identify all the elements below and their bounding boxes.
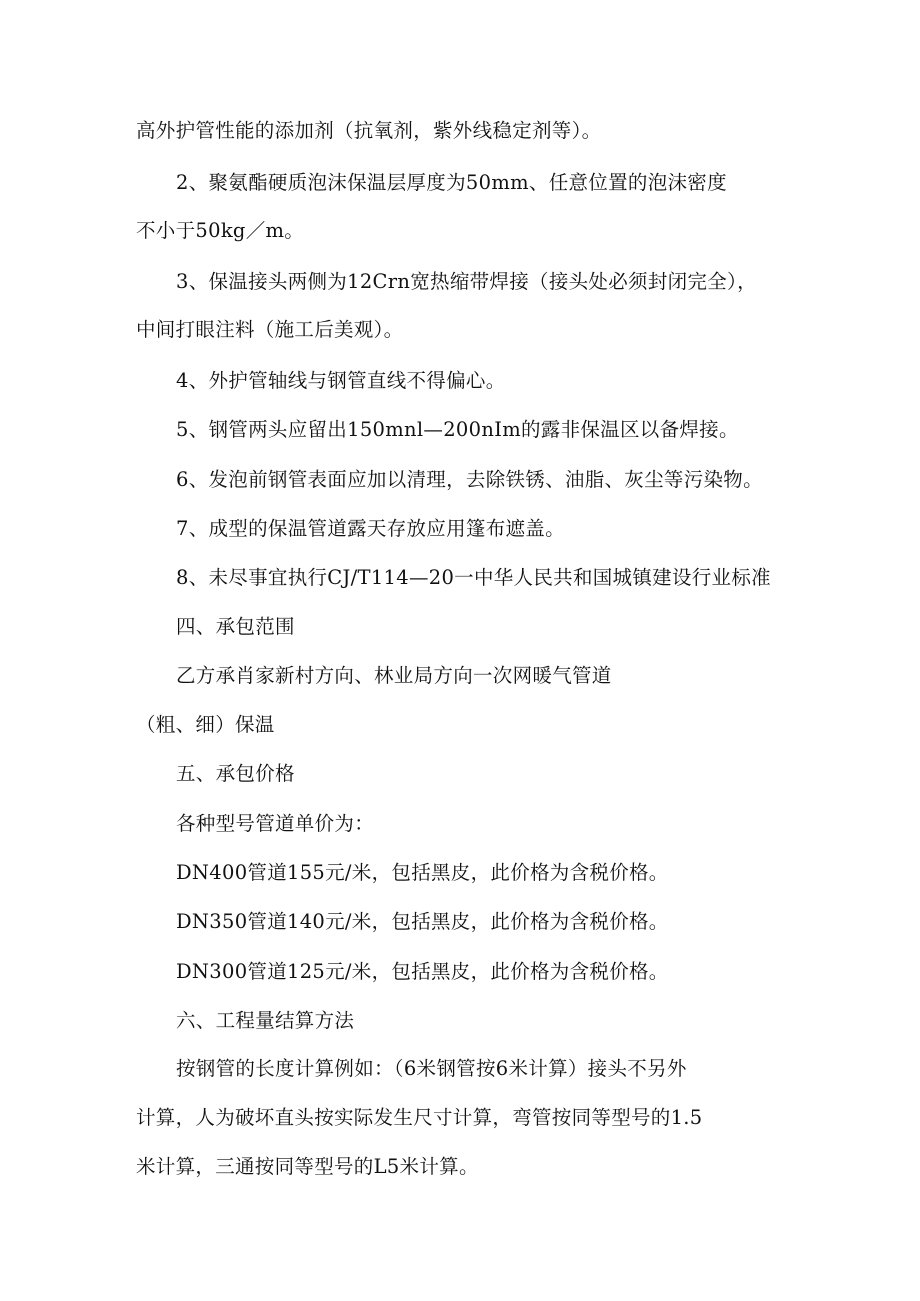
clause-3-line-1: 3、保温接头两侧为12Crn宽热缩带焊接（接头处必须封闭完全）， <box>176 270 757 293</box>
settlement-line-2: 计算，人为破坏直头按实际发生尺寸计算，弯管按同等型号的1.5 <box>136 1106 703 1129</box>
section-heading-scope: 四、承包范围 <box>176 615 295 638</box>
scope-line-2: （粗、细）保温 <box>136 713 275 736</box>
price-dn300: DN300管道125元/米，包括黑皮，此价格为含税价格。 <box>176 960 669 983</box>
clause-5: 5、钢管两头应留出150mnl—200nIm的露非保温区以备焊接。 <box>176 418 739 441</box>
clause-8: 8、未尽事宜执行CJ/T114—20一中华人民共和国城镇建设行业标准 <box>176 566 771 589</box>
settlement-line-3: 米计算，三通按同等型号的L5米计算。 <box>136 1155 479 1178</box>
scope-line-1: 乙方承肖家新村方向、林业局方向一次网暖气管道 <box>176 664 612 687</box>
price-dn350: DN350管道140元/米，包括黑皮，此价格为含税价格。 <box>176 910 669 933</box>
settlement-line-1: 按钢管的长度计算例如：（6米钢管按6米计算）接头不另外 <box>176 1057 687 1080</box>
section-heading-settlement: 六、工程量结算方法 <box>176 1009 355 1032</box>
section-heading-price: 五、承包价格 <box>176 762 295 785</box>
text-line: 高外护管性能的添加剂（抗氧剂，紫外线稳定剂等）。 <box>136 119 602 142</box>
clause-4: 4、外护管轴线与钢管直线不得偏心。 <box>176 369 506 392</box>
clause-2-line-2: 不小于50kg／m。 <box>136 219 305 242</box>
clause-3-line-2: 中间打眼注料（施工后美观）。 <box>136 318 404 341</box>
price-intro: 各种型号管道单价为： <box>176 812 375 835</box>
clause-2-line-1: 2、聚氨酯硬质泡沫保温层厚度为50mm、任意位置的泡沫密度 <box>176 171 727 194</box>
clause-6: 6、发泡前钢管表面应加以清理，去除铁锈、油脂、灰尘等污染物。 <box>176 468 763 491</box>
price-dn400: DN400管道155元/米，包括黑皮，此价格为含税价格。 <box>176 861 669 884</box>
clause-7: 7、成型的保温管道露天存放应用篷布遮盖。 <box>176 517 565 540</box>
